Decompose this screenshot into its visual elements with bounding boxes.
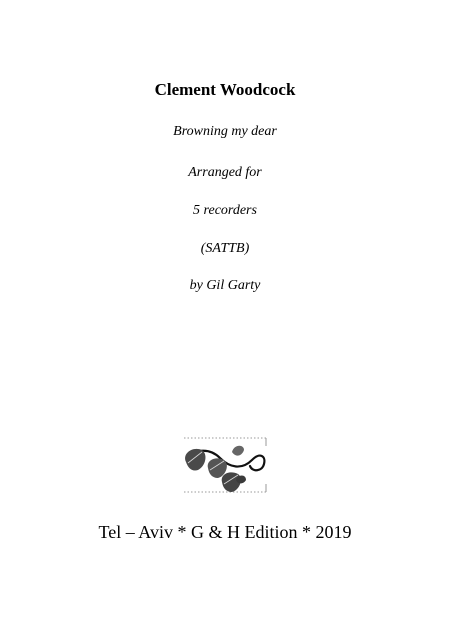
voicing-line: (SATTB) — [200, 241, 250, 256]
piece-title: Browning my dear — [173, 124, 277, 139]
arranger-line: by Gil Garty — [189, 278, 261, 293]
edition-imprint: Tel – Aviv * G & H Edition * 2019 — [98, 522, 352, 542]
instruments-line: 5 recorders — [193, 203, 257, 218]
leaf-vine-ornament-icon — [180, 430, 272, 502]
composer-name: Clement Woodcock — [154, 80, 296, 99]
arranged-for-line: Arranged for — [188, 165, 262, 180]
